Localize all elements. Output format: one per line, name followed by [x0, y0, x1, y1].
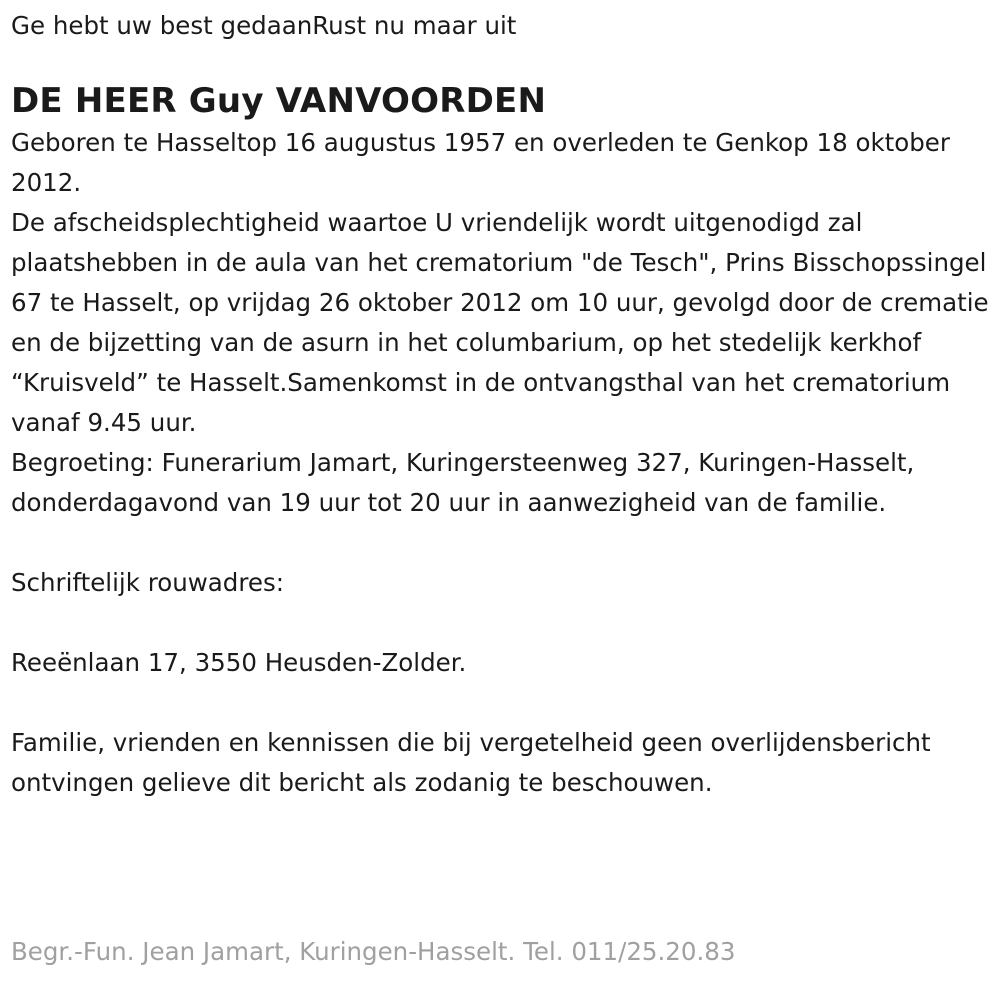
- spacer: [11, 523, 991, 563]
- greeting-text: Begroeting: Funerarium Jamart, Kuringersteenweg 327, Kuringen-Hasselt, donderdagavond van 19 uur tot 20 uur in aanwezigheid van de familie.: [11, 448, 915, 517]
- spacer: [11, 683, 991, 723]
- address-text: Reeënlaan 17, 3550 Heusden-Zolder.: [11, 648, 467, 677]
- ceremony-text: De afscheidsplechtigheid waartoe U vriendelijk wordt uitgenodigd zal plaatshebben in de aula van het crematorium "de Tesch", Prins Bisschopssingel 67 te Hasselt, op vrijdag 26 oktober 2012 om 10 uur, gevolgd door de crematie en de bijzetting van de asurn in het columbarium, op het stedelijk kerkhof “Kruisveld” te Hasselt.Samenkomst in de ontvangsthal van het crematorium vanaf 9.45 uur.: [11, 208, 989, 437]
- deceased-name: DE HEER Guy VANVOORDEN: [11, 81, 547, 121]
- intro-text: Ge hebt uw best gedaanRust nu maar uit: [11, 11, 517, 40]
- funeral-home-footer: Begr.-Fun. Jean Jamart, Kuringen-Hasselt. Tel. 011/25.20.83: [11, 937, 736, 966]
- spacer: [11, 603, 991, 643]
- closing-text: Familie, vrienden en kennissen die bij vergetelheid geen overlijdensbericht ontvingen gelieve dit bericht als zodanig te beschouwen.: [11, 728, 931, 797]
- address-label: Schriftelijk rouwadres:: [11, 568, 284, 597]
- birth-death-text: Geboren te Hasseltop 16 augustus 1957 en overleden te Genkop 18 oktober 2012.: [11, 128, 950, 197]
